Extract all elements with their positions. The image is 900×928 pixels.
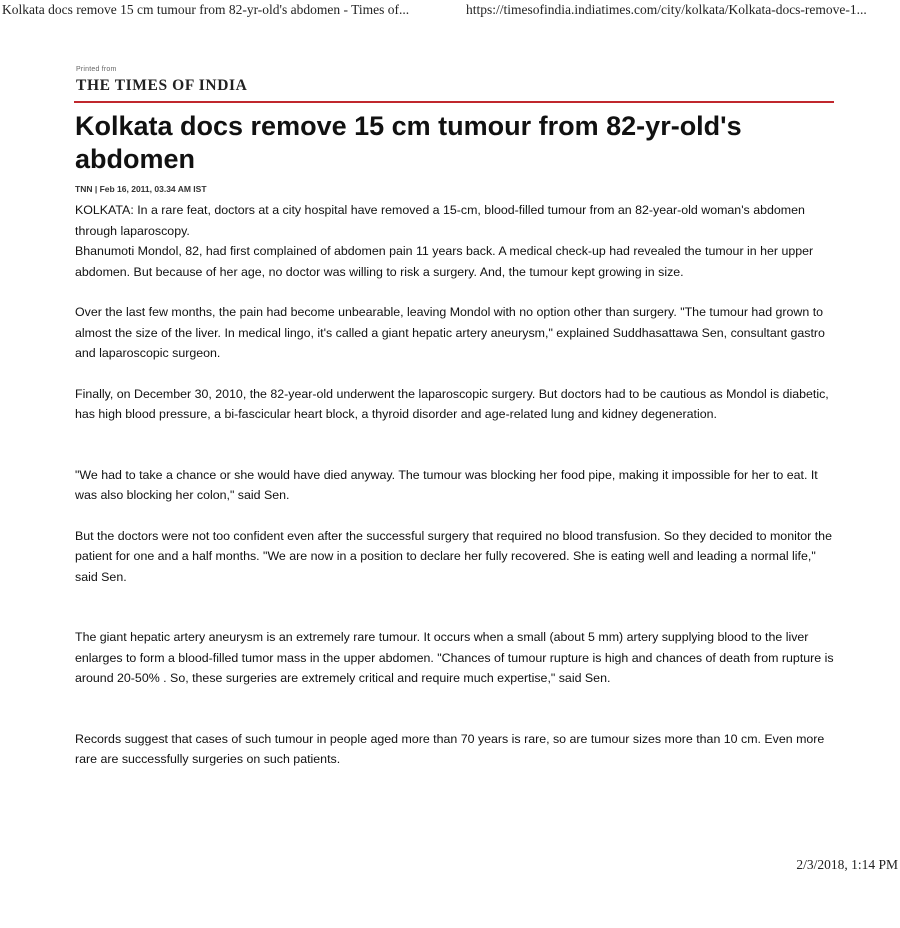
article-headline: Kolkata docs remove 15 cm tumour from 82-yr-old's abdomen bbox=[75, 111, 742, 174]
masthead bbox=[76, 66, 833, 95]
print-page-title: Kolkata docs remove 15 cm tumour from 82-yr-old's abdomen - Times of... bbox=[2, 2, 410, 17]
paragraph-spacer bbox=[75, 364, 835, 384]
paragraph-spacer bbox=[75, 282, 835, 302]
article-paragraph: Bhanumoti Mondol, 82, had first complained of abdomen pain 11 years back. A medical check-up had revealed the tumour in her upper abdomen. But because of her age, no doctor was willing to risk a surgery. And, the tumour kept growing in size. bbox=[75, 244, 814, 279]
article-paragraph: "We had to take a chance or she would have died anyway. The tumour was blocking her food pipe, making it impossible for her to eat. It was also blocking her colon," said Sen. bbox=[75, 467, 818, 502]
article-paragraph: But the doctors were not too confident even after the successful surgery that required no blood transfusion. So they decided to monitor the patient for one and a half months. "We are now in a position to declare her fully recovered. She is eating well and leading a normal life," said Sen. bbox=[75, 528, 832, 584]
print-page-url: https://timesofindia.indiatimes.com/city/kolkata/Kolkata-docs-remove-1... bbox=[466, 2, 867, 17]
article-paragraph: Finally, on December 30, 2010, the 82-year-old underwent the laparoscopic surgery. But doctors had to be cautious as Mondol is diabetic, has high blood pressure, a bi-fascicular heart block, a thyroid disorder and age-related lung and kidney degeneration. bbox=[75, 386, 829, 421]
article bbox=[75, 110, 835, 770]
paragraph-spacer bbox=[75, 689, 835, 729]
article-paragraph: The giant hepatic artery aneurysm is an extremely rare tumour. It occurs when a small (about 5 mm) artery supplying blood to the liver enlarges to form a blood-filled tumor mass in the upper abdomen. "Chances of tumour rupture is high and chances of death from rupture is around 20-50% . So, these surgeries are extremely critical and require much expertise," said Sen. bbox=[75, 630, 834, 685]
print-timestamp: 2/3/2018, 1:14 PM bbox=[796, 857, 898, 872]
paragraph-spacer bbox=[75, 587, 835, 627]
print-header bbox=[0, 0, 900, 20]
paragraph-spacer bbox=[75, 425, 835, 465]
printed-from-label: Printed from bbox=[76, 66, 117, 73]
brand-logo[interactable]: THE TIMES OF INDIA bbox=[76, 77, 248, 94]
article-paragraph: Over the last few months, the pain had become unbearable, leaving Mondol with no option other than surgery. "The tumour had grown to almost the size of the liver. In medical lingo, it's called a giant hepatic artery aneurysm," explained Suddhasattawa Sen, consultant gastro and laparoscopic surgeon. bbox=[75, 305, 825, 360]
article-paragraph: Records suggest that cases of such tumour in people aged more than 70 years is rare, so are tumour sizes more than 10 cm. Even more rare are successfully surgeries on such patients. bbox=[75, 731, 825, 766]
paragraph-spacer bbox=[75, 506, 835, 526]
article-byline: TNN | Feb 16, 2011, 03.34 AM IST bbox=[75, 184, 207, 194]
article-paragraph: KOLKATA: In a rare feat, doctors at a city hospital have removed a 15-cm, blood-filled tumour from an 82-year-old woman's abdomen through laparoscopy. bbox=[75, 203, 805, 238]
header-divider bbox=[74, 101, 834, 103]
article-body bbox=[75, 200, 835, 770]
